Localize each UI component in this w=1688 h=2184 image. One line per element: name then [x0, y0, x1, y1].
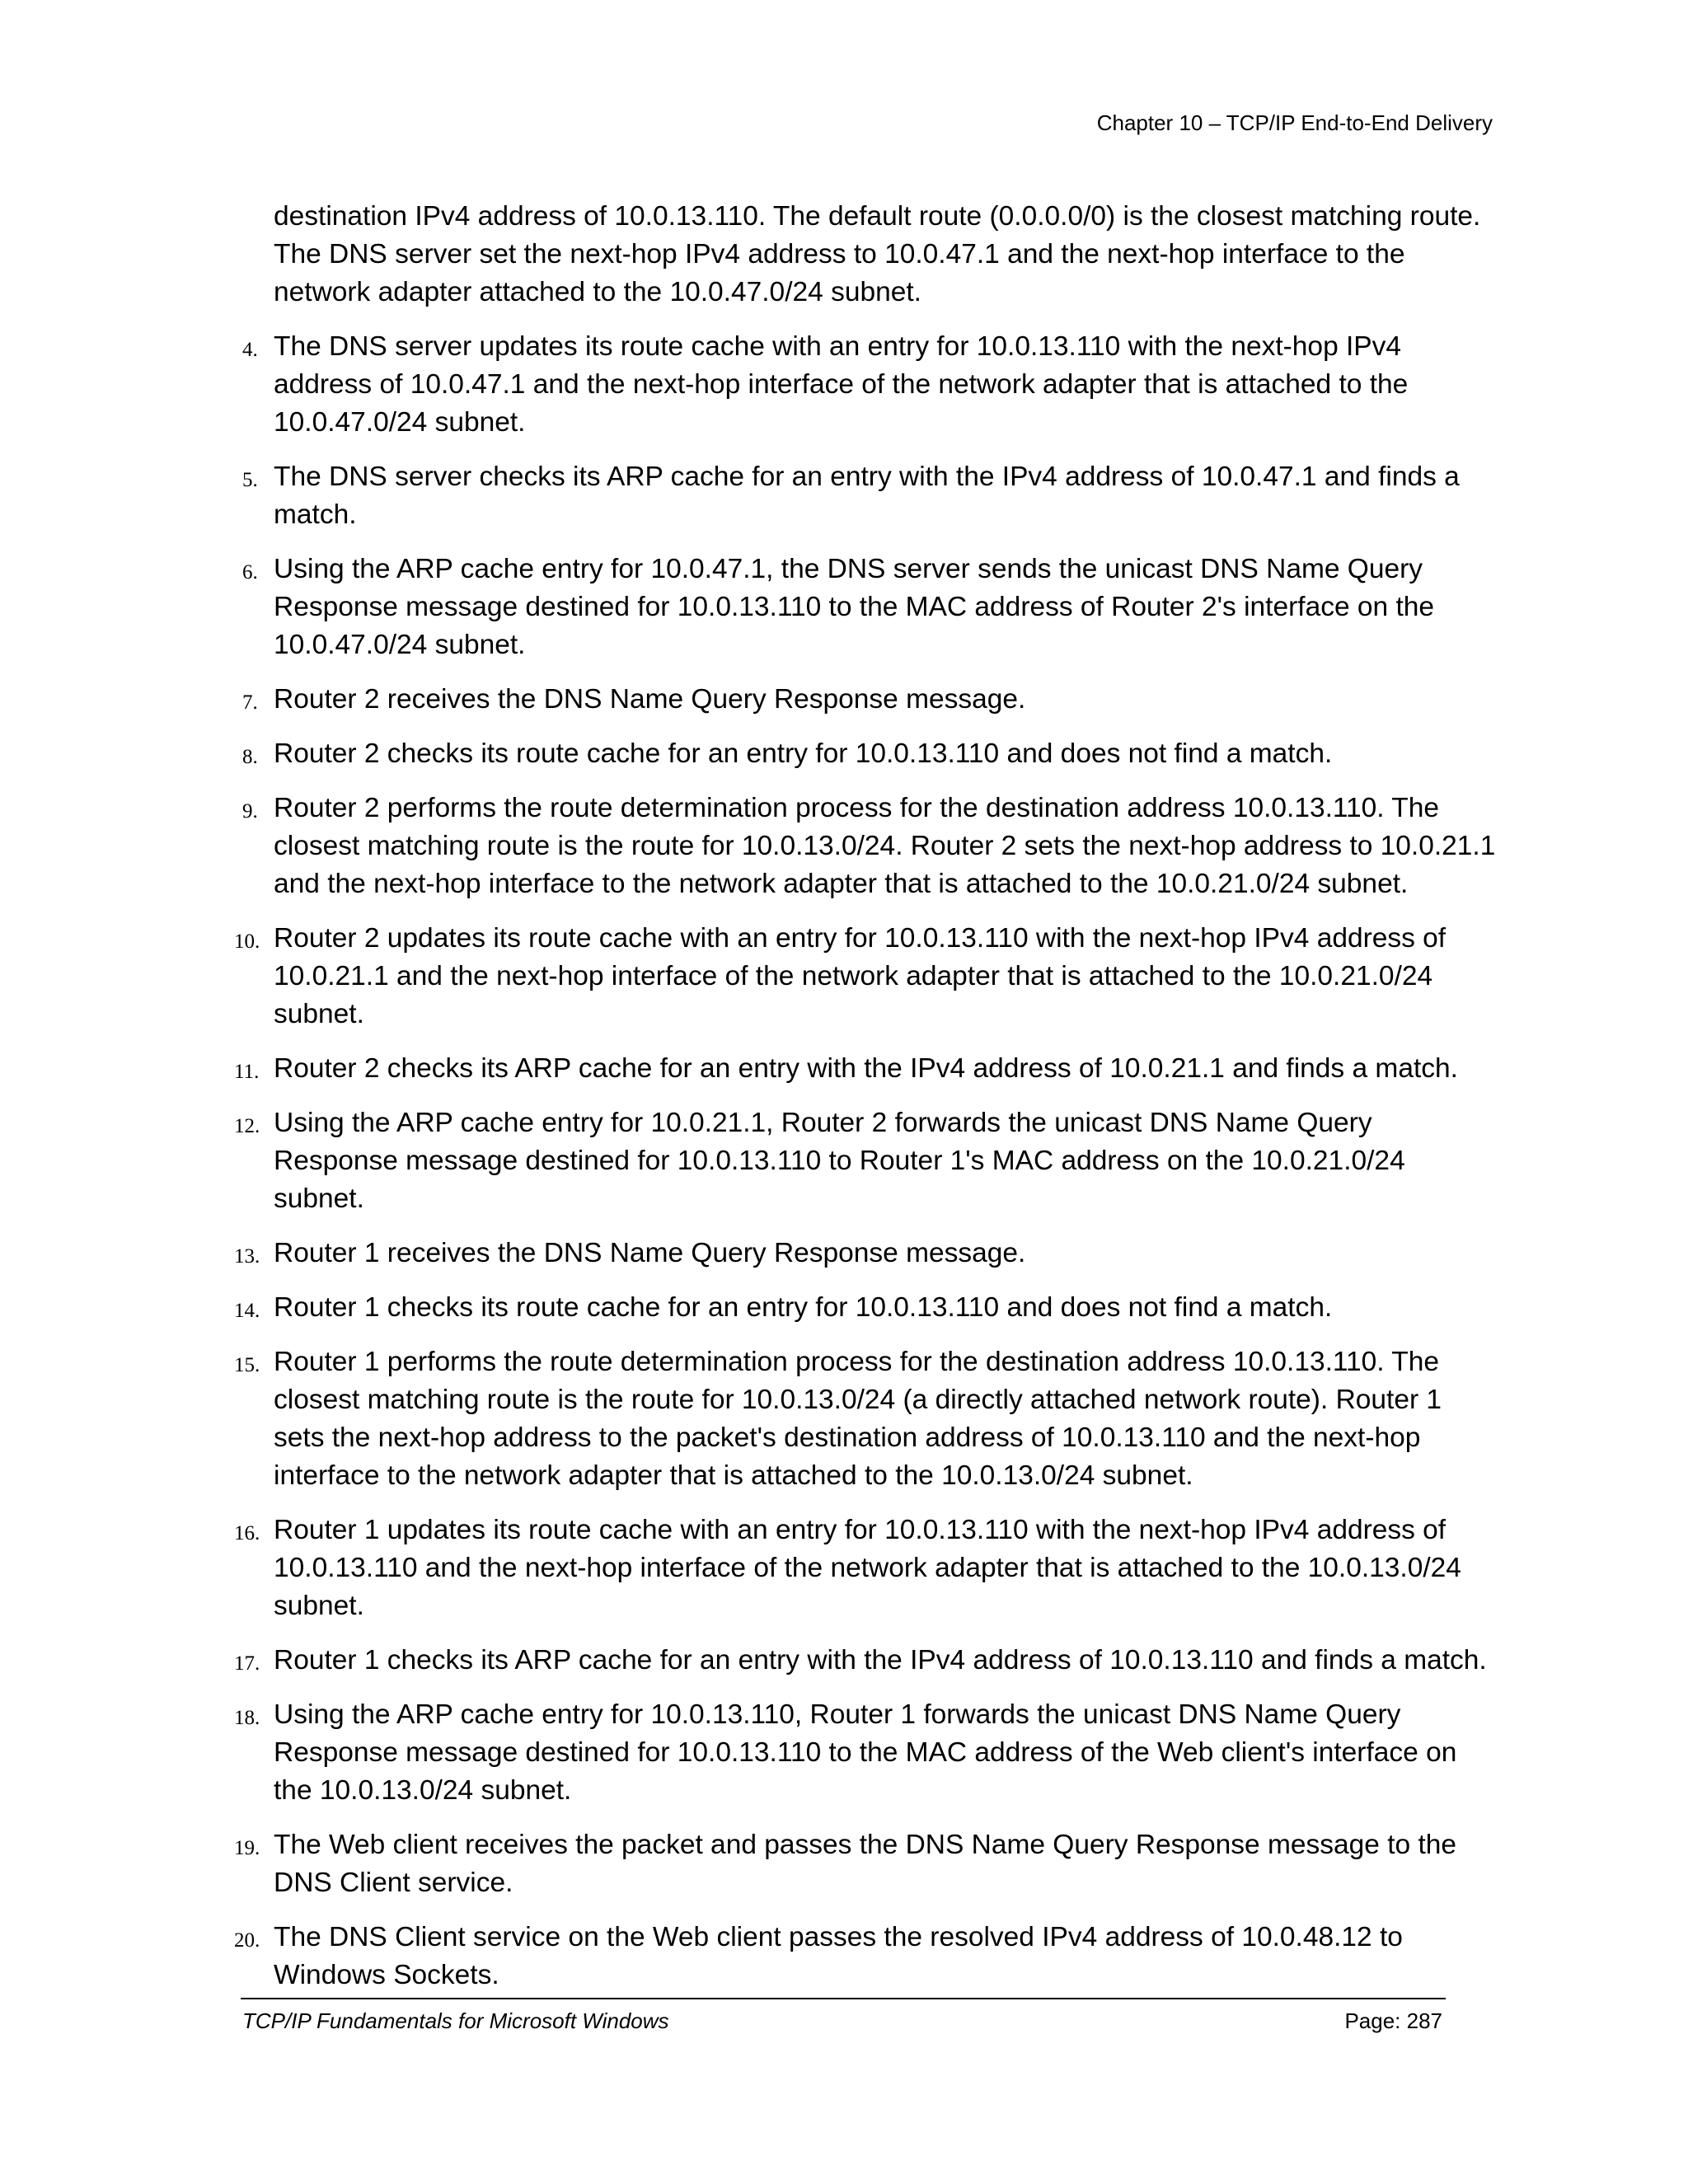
- list-item: [242, 790, 1498, 903]
- step-text: Router 2 performs the route determination process for the destination address 10.0.13.110. The closest matching route is the route for 10.0.13.0/24. Router 2 sets the next-hop address to 10.0.21.1 and the next-hop interface to the network adapter that is attached to the 10.0.21.0/24 subnet.: [274, 793, 1496, 899]
- list-item: [234, 1289, 1498, 1327]
- list-item: [234, 1826, 1498, 1902]
- step-text: The DNS server checks its ARP cache for an entry with the IPv4 address of 10.0.47.1 and finds a match.: [274, 462, 1460, 530]
- step-text: Router 2 checks its route cache for an entry for 10.0.13.110 and does not find a match.: [274, 738, 1333, 769]
- step-number: 14.: [234, 1300, 260, 1322]
- list-item: [242, 328, 1498, 442]
- step-text: The Web client receives the packet and passes the DNS Name Query Response message to the DNS Client service.: [274, 1830, 1457, 1898]
- step-text: Router 2 receives the DNS Name Query Response message.: [274, 684, 1026, 715]
- step-text: Router 1 updates its route cache with an entry for 10.0.13.110 with the next-hop IPv4 address of 10.0.13.110 and the next-hop interface of the network adapter that is attached to the 10.0.13.0/24 subnet.: [274, 1515, 1461, 1621]
- list-item: [234, 1050, 1498, 1088]
- list-item: [234, 1696, 1498, 1810]
- step-number: 11.: [234, 1061, 260, 1083]
- continuation-paragraph: destination IPv4 address of 10.0.13.110. The default route (0.0.0.0/0) is the closest matching route. The DNS server set the next-hop IPv4 address to 10.0.47.1 and the next-hop interface to the network adapter attached to the 10.0.47.0/24 subnet.: [274, 201, 1481, 307]
- step-text: Router 1 performs the route determination process for the destination address 10.0.13.110. The closest matching route is the route for 10.0.13.0/24 (a directly attached network route). Router 1 sets the next-hop address to the packet's destination address of 10.0.13.110 and the next-hop interface to the network adapter that is attached to the 10.0.13.0/24 subnet.: [274, 1347, 1442, 1491]
- step-number: 18.: [234, 1707, 260, 1729]
- step-list: [234, 328, 1498, 1994]
- step-number: 15.: [234, 1354, 260, 1376]
- step-text: Router 2 updates its route cache with an entry for 10.0.13.110 with the next-hop IPv4 address of 10.0.21.1 and the next-hop interface of the network adapter that is attached to the 10.0.21.0/24 subnet.: [274, 923, 1447, 1029]
- chapter-header: Chapter 10 – TCP/IP End-to-End Delivery: [1096, 110, 1493, 135]
- step-text: Using the ARP cache entry for 10.0.47.1, the DNS server sends the unicast DNS Name Query Response message destined for 10.0.13.110 to the MAC address of Router 2's interface on the 10.0.47.0/24 subnet.: [274, 554, 1435, 660]
- step-number: 16.: [234, 1522, 260, 1544]
- step-number: 8.: [242, 746, 258, 768]
- list-item: [234, 920, 1498, 1033]
- step-number: 12.: [234, 1115, 260, 1137]
- step-text: The DNS Client service on the Web client passes the resolved IPv4 address of 10.0.48.12 to Windows Sockets.: [274, 1922, 1403, 1990]
- list-item: [234, 1511, 1498, 1625]
- step-number: 4.: [242, 339, 258, 361]
- step-number: 7.: [242, 691, 258, 714]
- list-item: [234, 1104, 1498, 1218]
- step-text: The DNS server updates its route cache with an entry for 10.0.13.110 with the next-hop IPv4 address of 10.0.47.1 and the next-hop interface of the network adapter that is attached to the 10.0.47.0/24 subnet.: [274, 331, 1409, 438]
- step-text: Using the ARP cache entry for 10.0.13.110, Router 1 forwards the unicast DNS Name Query Response message destined for 10.0.13.110 to the MAC address of the Web client's interface on the 10.0.13.0/24 subnet.: [274, 1699, 1457, 1806]
- list-item: [242, 551, 1498, 664]
- step-text: Using the ARP cache entry for 10.0.21.1, Router 2 forwards the unicast DNS Name Query Response message destined for 10.0.13.110 to Router 1's MAC address on the 10.0.21.0/24 subnet.: [274, 1108, 1405, 1214]
- list-item: [234, 1235, 1498, 1272]
- list-item: [234, 1343, 1498, 1495]
- step-number: 5.: [242, 469, 258, 491]
- step-number: 19.: [234, 1837, 260, 1859]
- list-item: [242, 735, 1498, 773]
- list-item: [234, 1919, 1498, 1994]
- step-number: 17.: [234, 1652, 260, 1675]
- list-item: [242, 681, 1498, 719]
- step-text: Router 1 receives the DNS Name Query Response message.: [274, 1238, 1026, 1268]
- step-number: 6.: [242, 561, 258, 583]
- step-number: 20.: [234, 1929, 260, 1952]
- step-text: Router 1 checks its route cache for an entry for 10.0.13.110 and does not find a match.: [274, 1292, 1333, 1323]
- step-text: Router 2 checks its ARP cache for an entry with the IPv4 address of 10.0.21.1 and finds a match.: [274, 1053, 1458, 1084]
- footer-book-title: TCP/IP Fundamentals for Microsoft Windows: [242, 2008, 669, 2033]
- list-item: [242, 458, 1498, 534]
- step-text: Router 1 checks its ARP cache for an entry with the IPv4 address of 10.0.13.110 and finds a match.: [274, 1645, 1487, 1675]
- page-body: [234, 198, 1498, 2011]
- step-number: 10.: [234, 930, 260, 953]
- list-item: [234, 1642, 1498, 1680]
- step-number: 13.: [234, 1245, 260, 1268]
- footer-divider: [241, 1998, 1446, 1999]
- step-number: 9.: [242, 800, 258, 823]
- footer-page-number: Page: 287: [1344, 2008, 1442, 2033]
